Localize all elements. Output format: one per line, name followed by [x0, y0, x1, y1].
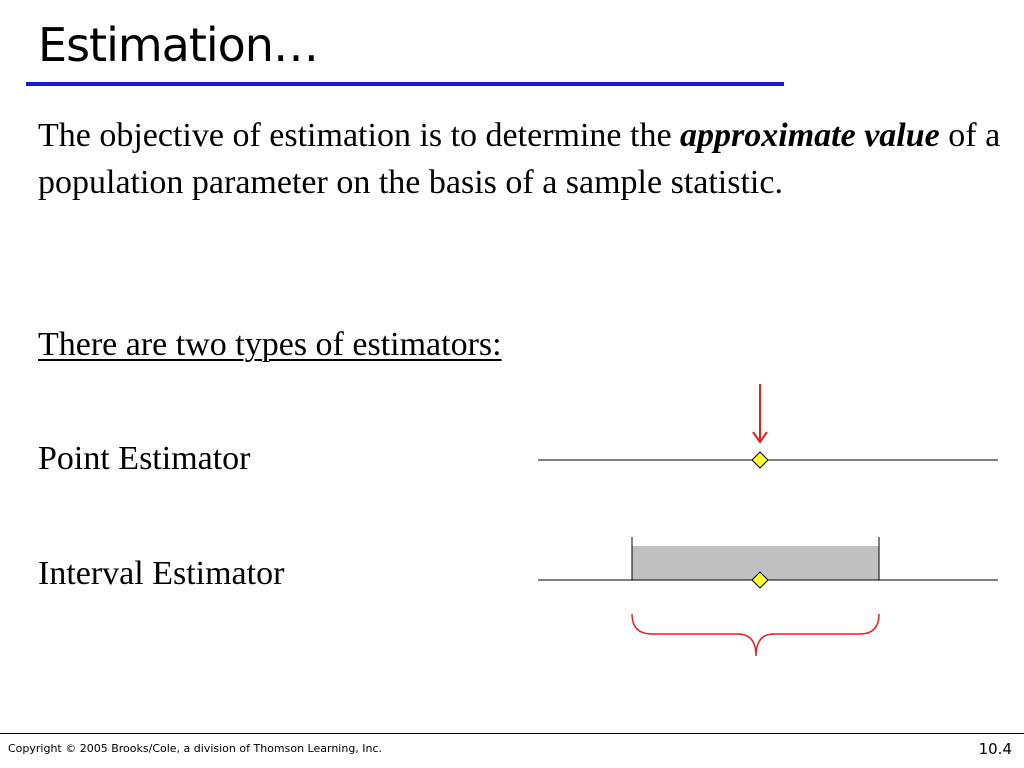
page-number: 10.4 [978, 740, 1012, 758]
footer-copyright: Copyright © 2005 Brooks/Cole, a division of Thomson Learning, Inc. [8, 742, 383, 755]
point-estimate-diamond [752, 452, 768, 468]
interval-estimator-label: Interval Estimator [38, 555, 285, 592]
objective-text-start: The objective of estimation is to determine the [38, 117, 681, 154]
title-underline [26, 82, 784, 86]
objective-emphasis: approximate value [680, 117, 940, 154]
point-arrow-head [753, 432, 767, 442]
slide-title: Estimation… [38, 18, 318, 72]
interval-brace [632, 614, 879, 656]
estimator-types-heading: There are two types of estimators: [38, 326, 502, 363]
footer-divider [0, 733, 1024, 734]
interval-band [632, 546, 879, 580]
point-estimator-label: Point Estimator [38, 440, 251, 477]
objective-text-end: of a population parameter on the basis of a sample statistic. [38, 117, 1001, 201]
objective-paragraph [38, 112, 1008, 206]
interval-estimate-diamond [752, 572, 768, 588]
